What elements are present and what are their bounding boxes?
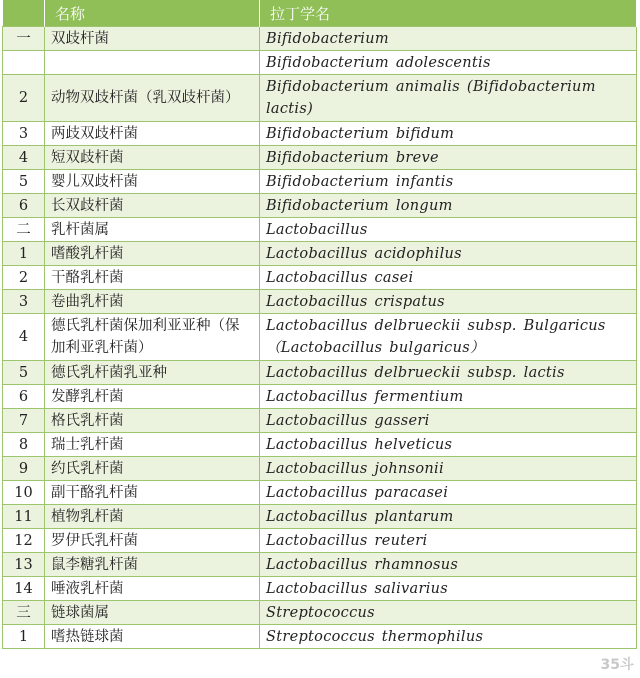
- row-index: 10: [3, 481, 45, 505]
- row-name: 罗伊氏乳杆菌: [45, 529, 260, 553]
- row-name: 唾液乳杆菌: [45, 577, 260, 601]
- row-index: [3, 51, 45, 75]
- row-index: 2: [3, 266, 45, 290]
- row-name: 副干酪乳杆菌: [45, 481, 260, 505]
- row-index: 三: [3, 601, 45, 625]
- table-row: [3, 170, 637, 194]
- row-latin: Lactobacillus johnsonii: [260, 457, 637, 481]
- table-row: [3, 529, 637, 553]
- row-latin: Lactobacillus paracasei: [260, 481, 637, 505]
- row-name: 发酵乳杆菌: [45, 385, 260, 409]
- row-name: 嗜热链球菌: [45, 625, 260, 649]
- row-latin: Streptococcus thermophilus: [260, 625, 637, 649]
- row-name: 链球菌属: [45, 601, 260, 625]
- row-index: 2: [3, 75, 45, 122]
- table-row: [3, 385, 637, 409]
- row-latin: Bifidobacterium breve: [260, 146, 637, 170]
- table-row: [3, 481, 637, 505]
- row-latin: Bifidobacterium: [260, 27, 637, 51]
- row-latin: Bifidobacterium longum: [260, 194, 637, 218]
- row-name: [45, 51, 260, 75]
- table-row: [3, 146, 637, 170]
- table-row: [3, 51, 637, 75]
- table-row: [3, 409, 637, 433]
- table-row: [3, 505, 637, 529]
- row-latin: Bifidobacterium bifidum: [260, 122, 637, 146]
- row-index: 1: [3, 625, 45, 649]
- row-latin: Lactobacillus rhamnosus: [260, 553, 637, 577]
- table-row: [3, 122, 637, 146]
- table-row: [3, 290, 637, 314]
- row-latin: Lactobacillus gasseri: [260, 409, 637, 433]
- row-latin: Lactobacillus delbrueckii subsp. Bulgaricus （Lactobacillus bulgaricus）: [260, 314, 637, 361]
- row-latin: Bifidobacterium infantis: [260, 170, 637, 194]
- table-row: [3, 601, 637, 625]
- row-name: 植物乳杆菌: [45, 505, 260, 529]
- row-name: 卷曲乳杆菌: [45, 290, 260, 314]
- table-header-row: [3, 0, 637, 27]
- row-index: 4: [3, 146, 45, 170]
- header-name: 名称: [45, 0, 260, 27]
- row-name: 约氏乳杆菌: [45, 457, 260, 481]
- table-row: [3, 625, 637, 649]
- row-latin: Streptococcus: [260, 601, 637, 625]
- row-index: 11: [3, 505, 45, 529]
- row-index: 9: [3, 457, 45, 481]
- row-index: 1: [3, 242, 45, 266]
- row-index: 12: [3, 529, 45, 553]
- row-index: 5: [3, 170, 45, 194]
- watermark-logo: 35斗: [600, 657, 634, 673]
- table-row: [3, 266, 637, 290]
- row-index: 14: [3, 577, 45, 601]
- row-name: 长双歧杆菌: [45, 194, 260, 218]
- row-latin: Lactobacillus acidophilus: [260, 242, 637, 266]
- header-index: [3, 0, 45, 27]
- row-name: 双歧杆菌: [45, 27, 260, 51]
- row-latin: Lactobacillus salivarius: [260, 577, 637, 601]
- row-latin: Bifidobacterium adolescentis: [260, 51, 637, 75]
- row-latin: Lactobacillus: [260, 218, 637, 242]
- row-name: 鼠李糖乳杆菌: [45, 553, 260, 577]
- row-latin: Lactobacillus helveticus: [260, 433, 637, 457]
- table-row: [3, 553, 637, 577]
- row-index: 3: [3, 122, 45, 146]
- table-row: [3, 218, 637, 242]
- row-index: 6: [3, 194, 45, 218]
- table-row: [3, 314, 637, 361]
- row-name: 瑞士乳杆菌: [45, 433, 260, 457]
- row-latin: Lactobacillus crispatus: [260, 290, 637, 314]
- row-latin: Lactobacillus plantarum: [260, 505, 637, 529]
- table-row: [3, 361, 637, 385]
- row-index: 7: [3, 409, 45, 433]
- row-name: 干酪乳杆菌: [45, 266, 260, 290]
- table-row: [3, 27, 637, 51]
- table-row: [3, 75, 637, 122]
- row-index: 一: [3, 27, 45, 51]
- row-name: 嗜酸乳杆菌: [45, 242, 260, 266]
- row-name: 动物双歧杆菌（乳双歧杆菌）: [45, 75, 260, 122]
- row-name: 两歧双歧杆菌: [45, 122, 260, 146]
- row-latin: Lactobacillus delbrueckii subsp. lactis: [260, 361, 637, 385]
- row-index: 6: [3, 385, 45, 409]
- row-index: 4: [3, 314, 45, 361]
- table-row: [3, 433, 637, 457]
- row-index: 二: [3, 218, 45, 242]
- row-index: 3: [3, 290, 45, 314]
- row-name: 短双歧杆菌: [45, 146, 260, 170]
- row-index: 5: [3, 361, 45, 385]
- row-name: 德氏乳杆菌保加利亚亚种（保加利亚乳杆菌）: [45, 314, 260, 361]
- table-row: [3, 194, 637, 218]
- row-name: 婴儿双歧杆菌: [45, 170, 260, 194]
- row-latin: Lactobacillus fermentium: [260, 385, 637, 409]
- row-latin: Lactobacillus casei: [260, 266, 637, 290]
- table-row: [3, 242, 637, 266]
- probiotic-strain-table: [2, 0, 637, 649]
- row-latin: Lactobacillus reuteri: [260, 529, 637, 553]
- row-name: 格氏乳杆菌: [45, 409, 260, 433]
- row-name: 乳杆菌属: [45, 218, 260, 242]
- table-row: [3, 577, 637, 601]
- row-index: 13: [3, 553, 45, 577]
- table-row: [3, 457, 637, 481]
- row-name: 德氏乳杆菌乳亚种: [45, 361, 260, 385]
- header-latin-name: 拉丁学名: [260, 0, 637, 27]
- row-index: 8: [3, 433, 45, 457]
- row-latin: Bifidobacterium animalis (Bifidobacterium lactis): [260, 75, 637, 122]
